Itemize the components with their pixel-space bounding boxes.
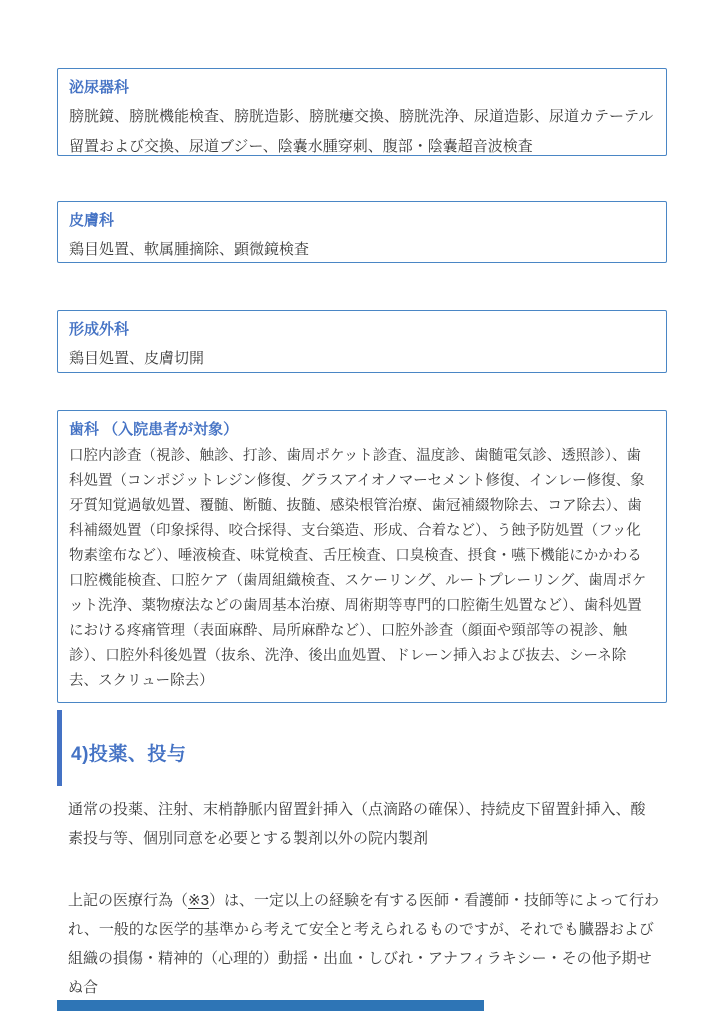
department-box-urology — [57, 68, 667, 156]
section-heading-medication: 4)投薬、投与 — [71, 744, 187, 765]
department-procedures: 口腔内診査（視診、触診、打診、歯周ポケット診査、温度診、歯髄電気診、透照診）、歯科処置（コンポジットレジン修復、グラスアイオノマーセメント修復、インレー修復、象牙質知覚過敏処置、覆髄、断髄、抜髄、感染根管治療、歯冠補綴物除去、コア除去）、歯科補綴処置（印象採得、咬合採得、支台築造、形成、合着など）、う蝕予防処置（フッ化物素塗布など）、唾液検査、味覚検査、舌圧検査、口臭検査、摂食・嚥下機能にかかわる口腔機能検査、口腔ケア（歯周組織検査、スケーリング、ルートプレーリング、歯周ポケット洗浄、薬物療法などの歯周基本治療、周術期等専門的口腔衛生処置など）、歯科処置における疼痛管理（表面麻酔、局所麻酔など）、口腔外診査（顔面や頸部等の視診、触診）、口腔外科後処置（抜糸、洗浄、後出血処置、ドレーン挿入および抜去、シーネ除去、スクリュー除去） — [69, 448, 647, 689]
department-title: 形成外科 — [69, 321, 130, 338]
department-title: 歯科 （入院患者が対象） — [69, 421, 239, 438]
medication-paragraph: 通常の投薬、注射、末梢静脈内留置針挿入（点滴路の確保）、持続皮下留置針挿入、酸素投与等、個別同意を必要とする製剤以外の院内製剤 — [68, 801, 646, 847]
heading-accent-bar — [57, 710, 62, 786]
department-title: 皮膚科 — [69, 212, 115, 229]
note-suffix: ）は、一定以上の経験を有する医師・看護師・技師等によって行われ、一般的な医学的基準から考えて安全と考えられるものですが、それでも臓器および組織の損傷・精神的（心理的）動揺・出血・しびれ・アナフィラキシー・その他予期せぬ合 — [68, 892, 659, 996]
next-section-bar-partial — [57, 1000, 484, 1011]
department-title: 泌尿器科 — [69, 79, 130, 96]
department-box-plastic-surgery — [57, 310, 667, 373]
department-box-dental — [57, 410, 667, 703]
footnote-reference: ※3 — [188, 892, 209, 909]
note-paragraph — [68, 886, 660, 1002]
note-prefix: 上記の医療行為（ — [68, 892, 189, 909]
department-procedures: 膀胱鏡、膀胱機能検査、膀胱造影、膀胱瘻交換、膀胱洗浄、尿道造影、尿道カテーテル留置および交換、尿道ブジー、陰嚢水腫穿刺、腹部・陰嚢超音波検査 — [69, 108, 654, 155]
department-box-dermatology — [57, 201, 667, 263]
department-procedures: 鶏目処置、軟属腫摘除、顕微鏡検査 — [69, 241, 310, 258]
department-procedures: 鶏目処置、皮膚切開 — [69, 350, 205, 367]
